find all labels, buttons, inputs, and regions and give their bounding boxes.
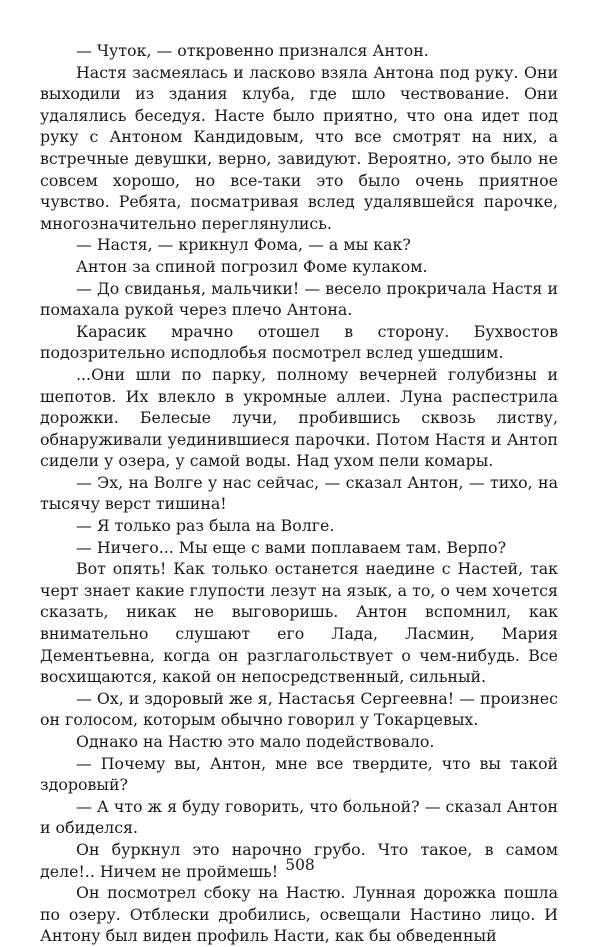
paragraph: Он посмотрел сбоку на Настю. Лунная дорожка пошла по озеру. Отблески дробились, освещали Настино лицо. И Антону был виден профиль Насти, как бы обведенный [40, 883, 558, 946]
paragraph: — Ничего... Мы еще с вами поплаваем там. Верпо? [76, 537, 507, 557]
paragraph: — До свиданья, мальчики! — весело прокричала Настя и помахала рукой через плечо Антона. [40, 278, 558, 320]
paragraph: — Я только раз была на Волге. [76, 516, 335, 536]
paragraph: Он буркнул это нарочно грубо. Что такое, в самом деле!.. Ничем не проймешь! [40, 839, 558, 881]
book-page-text [40, 40, 558, 947]
paragraph: — Настя, — крикнул Фома, — а мы как? [76, 235, 411, 255]
paragraph: ...Они шли по парку, полному вечерней голубизны и шепотов. Их влекло в укромные аллеи. Луна распестрила дорожки. Белесые лучи, пробившись сквозь листву, обнаруживали уединившиеся парочки. Потом Настя и Антоп сидели у озера, у самой воды. Над ухом пели комары. [40, 364, 558, 471]
paragraph: Антон за спиной погрозил Фоме кулаком. [76, 256, 428, 276]
paragraph: — Чуток, — откровенно признался Антон. [76, 41, 429, 60]
page-number: 508 [285, 856, 315, 874]
paragraph: — Ох, и здоровый же я, Настасья Сергеевна! — произнес он голосом, которым обычно говорил у Токарцевых. [40, 688, 558, 730]
paragraph: — Эх, на Волге у нас сейчас, — сказал Антон, — тихо, на тысячу верст тишина! [40, 472, 558, 514]
paragraph: — Почему вы, Антон, мне все твердите, что вы такой здоровый? [40, 753, 558, 795]
paragraph: Однако на Настю это мало подействовало. [76, 732, 435, 751]
paragraph: — А что ж я буду говорить, что больной? — сказал Антон и обиделся. [40, 796, 558, 838]
paragraph: Вот опять! Как только останется наедине с Настей, так черт знает какие глупости лезут на язык, а то, о чем хочется сказать, никак не выговоришь. Антон вспомнил, как внимательно слушают его Лада, Ласмин, Мария Дементьевна, когда он разглагольствует о чем-нибудь. Все восхищаются, какой он непосредственный, сильный. [40, 559, 558, 687]
paragraph: Карасик мрачно отошел в сторону. Бухвостов подозрительно исподлобья посмотрел вслед ушедшим. [40, 321, 558, 363]
paragraph: Настя засмеялась и ласково взяла Антона под руку. Они выходили из здания клуба, где шло чествование. Они удалялись беседуя. Насте было приятно, что она идет под руку с Антоном Кандидовым, что все смотрят на них, а встречные девушки, верно, завидуют. Вероятно, это было не совсем хорошо, но все-таки это было очень приятное чувство. Ребята, посматривая вслед удалявшейся парочке, многозначительно переглянулись. [40, 62, 558, 233]
